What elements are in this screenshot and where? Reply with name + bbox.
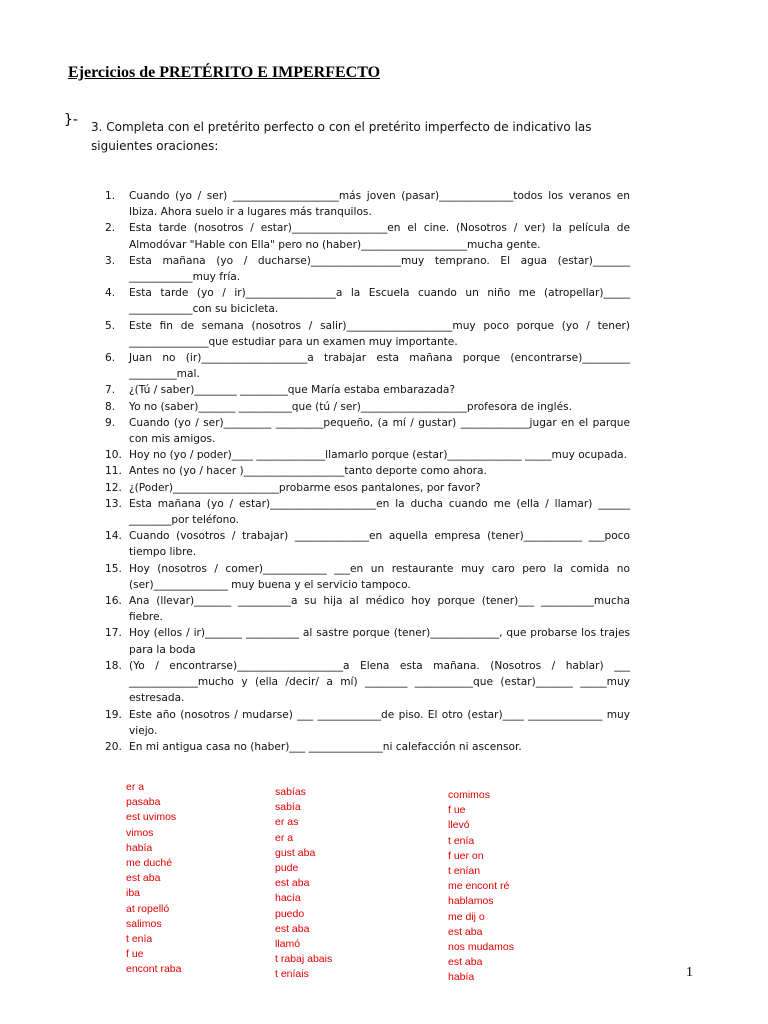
exercise-number: 14. bbox=[105, 530, 122, 543]
exercise-text: Esta tarde (nosotros / estar)__________________en el cine. (Nosotros / ver) la película de Almodóvar "Hable con Ella" pero no (haber)____________________mucha gente. bbox=[129, 222, 630, 251]
exercise-instruction: 3. Completa con el pretérito perfecto o con el pretérito imperfecto de indicativo las siguientes oraciones: bbox=[91, 120, 592, 153]
exercise-number: 18. bbox=[105, 659, 122, 672]
exercise-number: 3. bbox=[105, 254, 116, 267]
answer-item: er a bbox=[275, 831, 294, 844]
exercise-number: 7. bbox=[105, 384, 116, 397]
exercise-item bbox=[105, 658, 630, 707]
answer-item: me encont ré bbox=[448, 880, 510, 893]
answer-item: est aba bbox=[275, 877, 310, 890]
exercise-number: 17. bbox=[105, 627, 122, 640]
exercise-text: En mi antigua casa no (haber)___ ______________ni calefacción ni ascensor. bbox=[129, 740, 522, 753]
answer-item: est aba bbox=[126, 872, 161, 885]
exercise-text: Cuando (vosotros / trabajar) ______________en aquella empresa (tener)___________ ___poco tiempo libre. bbox=[129, 530, 630, 559]
exercise-item bbox=[105, 350, 630, 382]
exercise-number: 12. bbox=[105, 481, 122, 494]
answer-item: pasaba bbox=[126, 796, 161, 809]
answer-item: at ropelló bbox=[126, 902, 170, 915]
answer-item: f uer on bbox=[448, 849, 484, 862]
exercise-item bbox=[105, 447, 630, 463]
answer-item: llevó bbox=[448, 819, 470, 832]
answer-item: sabías bbox=[275, 786, 306, 798]
answer-key-column-1 bbox=[126, 780, 181, 978]
answer-item: t rabaj abais bbox=[275, 953, 333, 966]
exercise-item bbox=[105, 220, 630, 252]
exercise-number: 2. bbox=[105, 222, 116, 235]
page-number: 1 bbox=[686, 965, 693, 980]
answer-item: t enía bbox=[126, 933, 153, 946]
exercise-item bbox=[105, 480, 630, 496]
exercise-text: Antes no (yo / hacer )___________________tanto deporte como ahora. bbox=[129, 465, 487, 478]
exercise-text: Yo no (saber)_______ __________que (tú / ser)____________________profesora de inglés. bbox=[129, 400, 572, 413]
exercise-number: 1. bbox=[105, 190, 116, 202]
answer-item: me dij o bbox=[448, 910, 485, 923]
answer-item: puedo bbox=[275, 907, 305, 920]
answer-item: t eníais bbox=[275, 968, 309, 981]
answer-item: er a bbox=[126, 781, 145, 793]
exercise-text: Hoy (nosotros / comer)____________ ___en un restaurante muy caro pero la comida no (ser)______________ muy buena y el servicio tampoco. bbox=[129, 562, 630, 591]
answer-item: había bbox=[126, 841, 153, 854]
exercise-number: 4. bbox=[105, 287, 116, 300]
exercise-text: Esta mañana (yo / estar)____________________en la ducha cuando me (ella / llamar) ______ ________por teléfono. bbox=[129, 497, 630, 527]
document-title: Ejercicios de PRETÉRITO E IMPERFECTO bbox=[68, 64, 381, 81]
answer-item: sabía bbox=[275, 801, 301, 814]
answer-item: est aba bbox=[275, 922, 310, 935]
exercise-text: Esta tarde (yo / ir)_________________a la Escuela cuando un niño me (atropellar)_____ ____________con su bicicleta. bbox=[129, 287, 630, 316]
exercise-text: Hoy (ellos / ir)_______ __________ al sastre porque (tener)_____________, que probarse los trajes para la boda bbox=[129, 627, 630, 656]
answer-item: nos mudamos bbox=[448, 941, 514, 954]
exercise-item bbox=[105, 707, 630, 739]
exercise-item bbox=[105, 253, 630, 285]
exercise-text: Hoy no (yo / poder)____ _____________llamarlo porque (estar)______________ _____muy ocupada. bbox=[129, 449, 628, 462]
answer-item: me duché bbox=[126, 857, 173, 870]
answer-item: hablamos bbox=[448, 895, 494, 908]
answer-item: t enía bbox=[448, 834, 475, 847]
answer-item: f ue bbox=[126, 948, 144, 961]
answer-item: llamó bbox=[275, 938, 301, 951]
exercise-text: Ana (llevar)_______ __________a su hija al médico hoy porque (tener)___ __________mucha fiebre. bbox=[129, 595, 630, 624]
exercise-item bbox=[105, 625, 630, 657]
exercise-text: Este año (nosotros / mudarse) ___ ____________de piso. El otro (estar)____ ______________ muy viejo. bbox=[129, 708, 630, 737]
exercise-text: Juan no (ir)____________________a trabajar esta mañana porque (encontrarse)_________ _________mal. bbox=[129, 352, 630, 381]
exercise-item bbox=[105, 593, 630, 625]
answer-key-column-2 bbox=[275, 785, 332, 983]
answer-item: hacía bbox=[275, 892, 301, 905]
exercise-text: (Yo / encontrarse)____________________a Elena esta mañana. (Nosotros / hablar) ___ _____________mucho y (ella /decir/ a mí) ________ ___________que (estar)_______ _____muy estresada. bbox=[129, 659, 630, 705]
answer-item: f ue bbox=[448, 804, 466, 817]
exercise-number: 13. bbox=[105, 497, 122, 510]
exercise-number: 20. bbox=[105, 740, 122, 753]
exercise-text: Cuando (yo / ser)_________ _________pequeño, (a mí / gustar) _____________jugar en el parque con mis amigos. bbox=[129, 416, 630, 446]
answer-item: est uvimos bbox=[126, 811, 177, 824]
exercise-item bbox=[105, 496, 630, 528]
exercise-number: 19. bbox=[105, 708, 122, 721]
exercise-item bbox=[105, 382, 630, 398]
answer-item: gust aba bbox=[275, 846, 316, 859]
answer-item: t enían bbox=[448, 865, 481, 878]
answer-item: había bbox=[448, 971, 475, 984]
answer-item: iba bbox=[126, 887, 141, 900]
exercise-item bbox=[105, 188, 630, 220]
answer-item: est aba bbox=[448, 956, 483, 969]
answer-item: est aba bbox=[448, 925, 483, 938]
answer-item: vimos bbox=[126, 826, 154, 839]
exercise-number: 5. bbox=[105, 319, 116, 332]
exercise-item bbox=[105, 318, 630, 350]
exercise-item bbox=[105, 415, 630, 447]
exercise-number: 16. bbox=[105, 595, 122, 608]
exercise-number: 6. bbox=[105, 352, 116, 365]
exercise-item bbox=[105, 285, 630, 317]
answer-item: comimos bbox=[448, 789, 491, 801]
answer-item: encont raba bbox=[126, 963, 182, 976]
exercise-text: ¿(Poder)____________________probarme esos pantalones, por favor? bbox=[129, 481, 481, 494]
answer-item: salimos bbox=[126, 917, 162, 930]
exercise-item bbox=[105, 399, 630, 415]
answer-key-column-3 bbox=[448, 788, 514, 986]
exercise-list bbox=[105, 188, 630, 755]
margin-bracket: }- bbox=[64, 112, 78, 128]
exercise-number: 15. bbox=[105, 562, 122, 575]
exercise-number: 8. bbox=[105, 400, 116, 413]
exercise-number: 11. bbox=[105, 465, 122, 478]
exercise-text: ¿(Tú / saber)________ _________que María estaba embarazada? bbox=[129, 384, 455, 397]
exercise-number: 9. bbox=[105, 416, 116, 429]
exercise-text: Cuando (yo / ser) ____________________más joven (pasar)______________todos los veranos en Ibiza. Ahora suelo ir a lugares más tranquilos. bbox=[129, 190, 630, 219]
exercise-text: Este fin de semana (nosotros / salir)____________________muy poco porque (yo / tener) _______________que estudiar para un examen muy importante. bbox=[129, 319, 630, 348]
answer-item: pude bbox=[275, 862, 299, 875]
exercise-item bbox=[105, 561, 630, 593]
answer-item: er as bbox=[275, 816, 299, 829]
exercise-number: 10. bbox=[105, 449, 122, 462]
exercise-item bbox=[105, 528, 630, 560]
exercise-item bbox=[105, 739, 630, 755]
exercise-text: Esta mañana (yo / ducharse)_________________muy temprano. El agua (estar)_______ ____________muy fría. bbox=[129, 254, 630, 284]
exercise-item bbox=[105, 463, 630, 479]
